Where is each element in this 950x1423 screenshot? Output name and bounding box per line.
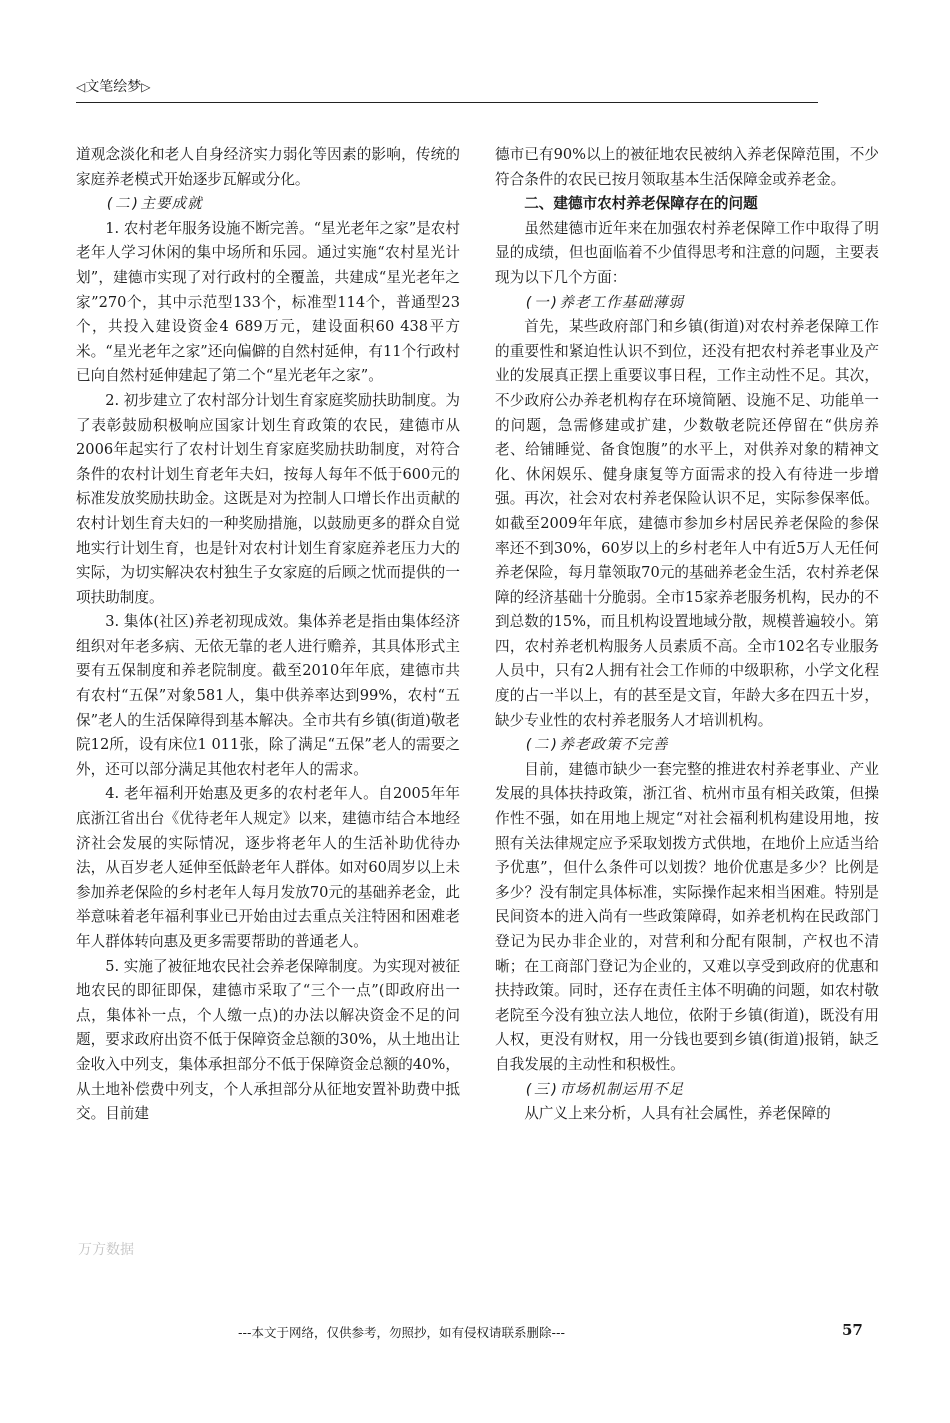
page-number: 57 bbox=[842, 1321, 863, 1339]
paragraph: 目前，建德市缺少一套完整的推进农村养老事业、产业发展的具体扶持政策，浙江省、杭州市虽有相关政策，但操作性不强，如在用地上规定“对社会福利机构建设用地，按照有关法律规定应予采取划拨方式供地，在地价上应适当给予优惠”，但什么条件可以划拨？地价优惠是多少？比例是多少？没有制定具体标准，实际操作起来相当困难。特别是民间资本的进入尚有一些政策障碍，如养老机构在民政部门登记为民办非企业的，对营利和分配有限制，产权也不清晰；在工商部门登记为企业的，又难以享受到政府的优惠和扶持政策。同时，还存在责任主体不明确的问题，如农村敬老院至今没有独立法人地位，依附于乡镇(街道)，既没有用人权，更没有财权，用一分钱也要到乡镇(街道)报销，缺乏自我发展的主动性和积极性。 bbox=[495, 760, 879, 1073]
section-heading: 二、建德市农村养老保障存在的问题 bbox=[524, 195, 758, 213]
paragraph: 2. 初步建立了农村部分计划生育家庭奖励扶助制度。为了表彰鼓励积极响应国家计划生育政策的农民，建德市从2006年起实行了农村计划生育家庭奖励扶助制度，对符合条件的农村计划生育老年夫妇，按每人每年不低于600元的标准发放奖励扶助金。这既是对为控制人口增长作出贡献的农村计划生育夫妇的一种奖励措施，以鼓励更多的群众自觉地实行计划生育，也是针对农村计划生育家庭养老压力大的实际，为切实解决农村独生子女家庭的后顾之忧而提供的一项扶助制度。 bbox=[76, 391, 460, 606]
paragraph: 3. 集体(社区)养老初现成效。集体养老是指由集体经济组织对年老多病、无依无靠的老人进行赡养，其具体形式主要有五保制度和养老院制度。截至2010年年底，建德市共有农村“五保”对象581人，集中供养率达到99%，农村“五保”老人的生活保障得到基本解决。全市共有乡镇(街道)敬老院12所，设有床位1 011张，除了满足“五保”老人的需要之外，还可以部分满足其他农村老年人的需求。 bbox=[76, 613, 460, 778]
right-triangle-icon: ▷ bbox=[141, 80, 151, 94]
subsection-heading: (二)主要成就 bbox=[105, 195, 203, 213]
header-title: 文笔绘梦 bbox=[85, 79, 142, 95]
left-column bbox=[76, 143, 460, 1127]
paragraph: 德市已有90%以上的被征地农民被纳入养老保障范围，不少符合条件的农民已按月领取基本生活保障金或养老金。 bbox=[495, 146, 879, 188]
paragraph: 道观念淡化和老人自身经济实力弱化等因素的影响，传统的家庭养老模式开始逐步瓦解或分化。 bbox=[76, 146, 460, 188]
paragraph: 5. 实施了被征地农民社会养老保障制度。为实现对被征地农民的即征即保，建德市采取了“三个一点”(即政府出一点，集体补一点，个人缴一点)的办法以解决资金不足的问题，要求政府出资不低于保障资金总额的30%，从土地出让金收入中列支，集体承担部分不低于保障资金总额的40%，从土地补偿费中列支，个人承担部分从征地安置补助费中抵交。目前建 bbox=[76, 957, 460, 1123]
subsection-heading: (二)养老政策不完善 bbox=[524, 736, 669, 754]
watermark: 万方数据 bbox=[78, 1242, 134, 1258]
paragraph: 4. 老年福利开始惠及更多的农村老年人。自2005年年底浙江省出台《优待老年人规定》以来，建德市结合本地经济社会发展的实际情况，逐步将老年人的生活补助优待办法，从百岁老人延伸至低龄老年人群体。如对60周岁以上未参加养老保险的乡村老年人每月发放70元的基础养老金，此举意味着老年福利事业已开始由过去重点关注特困和困难老年人群体转向惠及更多需要帮助的普通老人。 bbox=[76, 785, 460, 950]
paragraph: 首先，某些政府部门和乡镇(街道)对农村养老保障工作的重要性和紧迫性认识不到位，还没有把农村养老事业及产业的发展真正摆上重要议事日程，工作主动性不足。其次，不少政府公办养老机构存在环境简陋、设施不足、功能单一的问题，急需修建或扩建，少数敬老院还停留在“供房养老、给铺睡觉、备食饱腹”的水平上，对供养对象的精神文化、休闲娱乐、健身康复等方面需求的投入有待进一步增强。再次，社会对农村养老保险认识不足，实际参保率低。如截至2009年年底，建德市参加乡村居民养老保险的参保率还不到30%，60岁以上的乡村老年人中有近5万人无任何养老保险，每月靠领取70元的基础养老金生活，农村养老保障的经济基础十分脆弱。全市15家养老服务机构，民办的不到总数的15%，而且机构设置地域分散，规模普遍较小。第四，农村养老机构服务人员素质不高。全市102名专业服务人员中，只有2人拥有社会工作师的中级职称，小学文化程度的占一半以上，有的甚至是文盲，年龄大多在四五十岁，缺少专业性的农村养老服务人才培训机构。 bbox=[495, 318, 879, 729]
subsection-heading: (一)养老工作基础薄弱 bbox=[524, 293, 685, 311]
left-triangle-icon: ◁ bbox=[76, 80, 86, 94]
subsection-heading: (三)市场机制运用不足 bbox=[524, 1080, 685, 1098]
paragraph: 虽然建德市近年来在加强农村养老保障工作中取得了明显的成绩，但也面临着不少值得思考和注意的问题，主要表现为以下几个方面： bbox=[495, 219, 879, 286]
paragraph: 1. 农村老年服务设施不断完善。“星光老年之家”是农村老年人学习休闲的集中场所和乐园。通过实施“农村星光计划”，建德市实现了对行政村的全覆盖，共建成“星光老年之家”270个，其中示范型133个，标准型114个，普通型23个，共投入建设资金4 689万元，建设面积60 438平方米。“星光老年之家”还向偏僻的自然村延伸，有11个行政村已向自然村延伸建起了第二个“星光老年之家”。 bbox=[76, 219, 460, 385]
right-column bbox=[495, 143, 879, 1127]
footer-disclaimer: ---本文于网络，仅供参考，勿照抄，如有侵权请联系删除--- bbox=[238, 1325, 566, 1340]
paragraph: 从广义上来分析，人具有社会属性，养老保障的 bbox=[524, 1105, 831, 1123]
running-header bbox=[76, 76, 818, 103]
